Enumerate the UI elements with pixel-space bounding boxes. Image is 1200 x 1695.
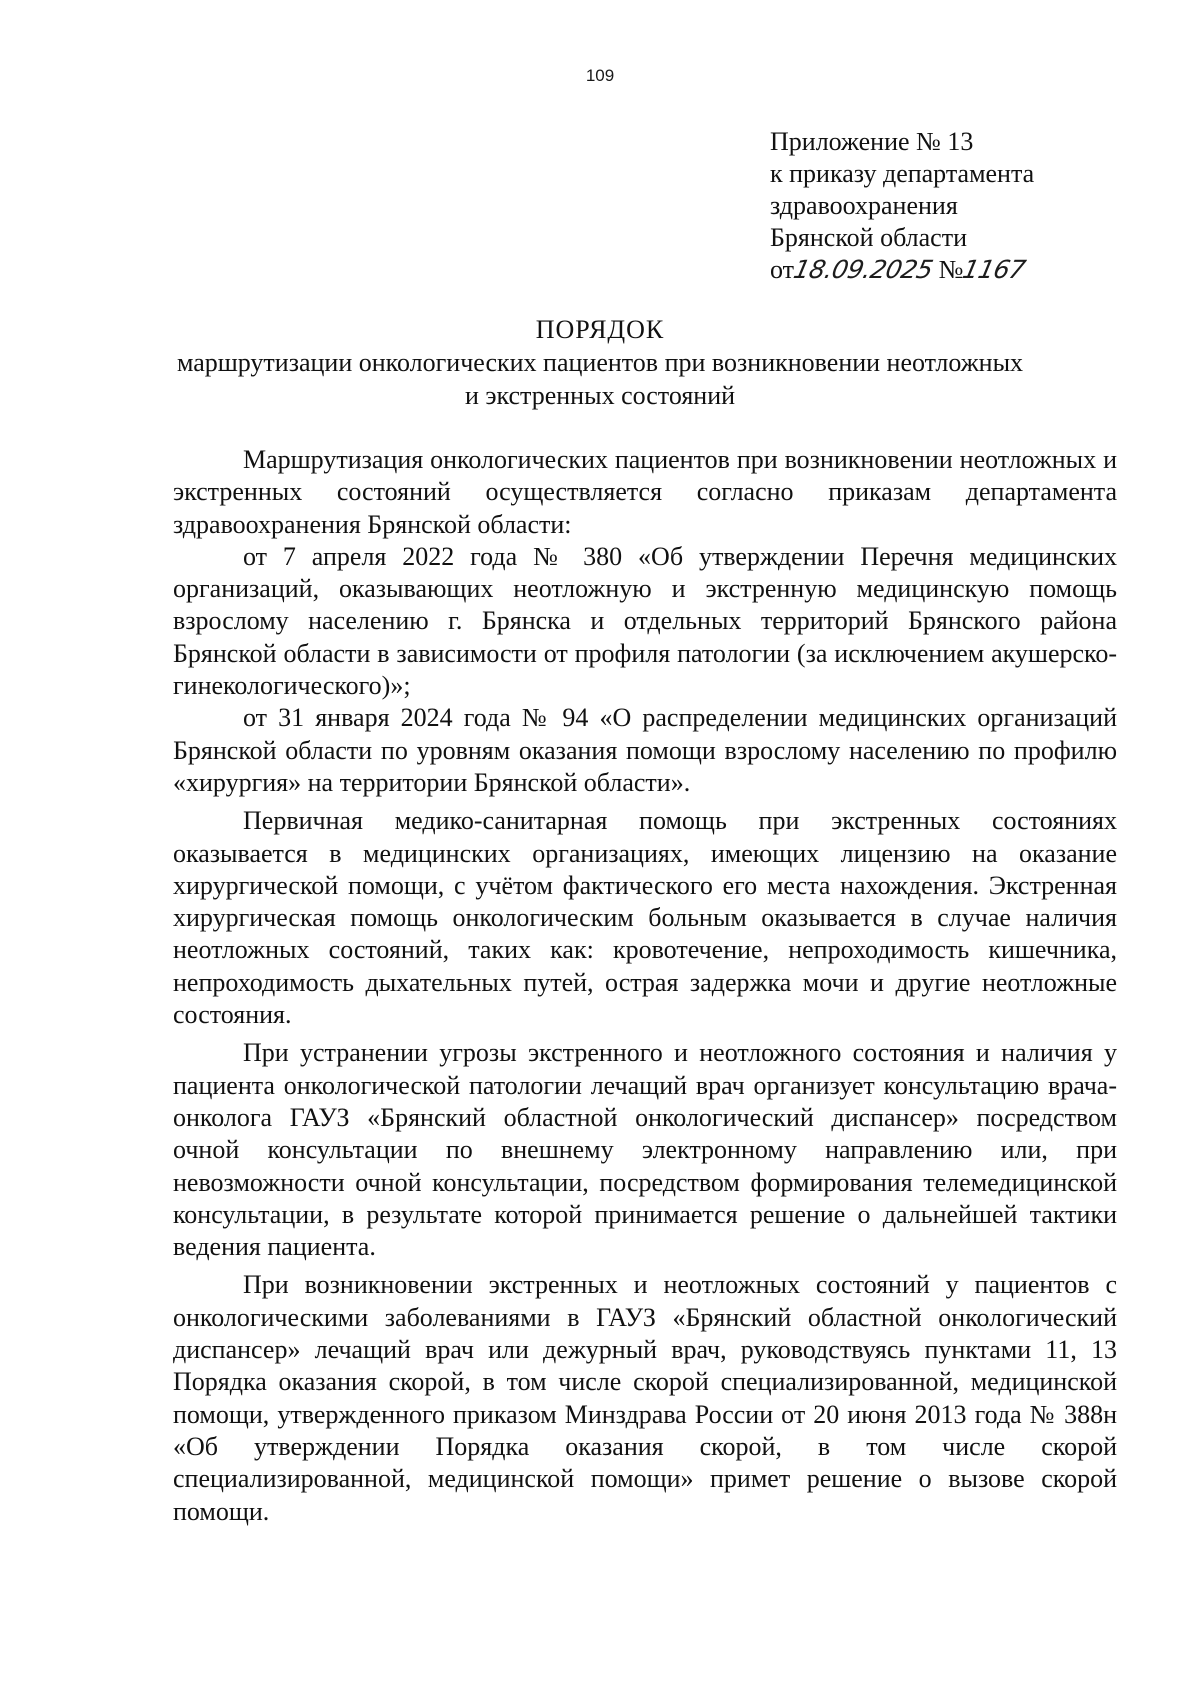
document-subtitle-line-1: маршрутизации онкологических пациентов при возникновении неотложных bbox=[176, 348, 1024, 377]
handwritten-date: 18.09.2025 bbox=[791, 255, 936, 284]
document-title: ПОРЯДОК bbox=[535, 315, 665, 344]
appendix-department: здравоохранения bbox=[770, 191, 958, 220]
handwritten-number: 1167 bbox=[960, 255, 1029, 284]
document-heading bbox=[130, 313, 1070, 412]
appendix-order-ref: к приказу департамента bbox=[770, 159, 1035, 188]
paragraph-order-380: от 7 апреля 2022 года № 380 «Об утверждении Перечня медицинских организаций, оказывающих неотложную и экстренную медицинскую помощь взрослому населению г. Брянска и отдельных территорий Брянского района Брянской области в зависимости от профиля патологии (за исключением акушерско-гинекологического)»; bbox=[173, 541, 1117, 701]
paragraph-oncologist-consultation: При устранении угрозы экстренного и неотложного состояния и наличия у пациента онкологической патологии лечащий врач организует консультацию врача-онколога ГАУЗ «Брянский областной онкологический диспансер» посредством очной консультации по внешнему электронному направлению или, при невозможности очной консультации, посредством формирования телемедицинской консультации, в результате которой принимается решение о дальнейшей тактики ведения пациента. bbox=[173, 1038, 1117, 1262]
page-number: 109 bbox=[585, 66, 615, 85]
paragraph-emergency-in-dispensary: При возникновении экстренных и неотложных состояний у пациентов с онкологическими заболеваниями в ГАУЗ «Брянский областной онкологический диспансер» лечащий врач или дежурный врач, руководствуясь пунктами 11, 13 Порядка оказания скорой, в том числе скорой специализированной, медицинской помощи, утвержденного приказом Минздрава России от 20 июня 2013 года № 388н «Об утверждении Порядка оказания скорой, в том числе скорой специализированной, медицинской помощи» примет решение о вызове скорой помощи. bbox=[173, 1270, 1117, 1526]
paragraph-intro: Маршрутизация онкологических пациентов при возникновении неотложных и экстренных состояний осуществляется согласно приказам департамента здравоохранения Брянской области: bbox=[173, 445, 1117, 539]
document-subtitle-line-2: и экстренных состояний bbox=[464, 381, 736, 410]
appendix-block bbox=[770, 126, 1170, 286]
paragraph-order-94: от 31 января 2024 года № 94 «О распределении медицинских организаций Брянской области по уровням оказания помощи взрослому населению по профилю «хирургия» на территории Брянской области». bbox=[173, 703, 1117, 797]
appendix-title: Приложение № 13 bbox=[770, 127, 974, 156]
number-prefix: № bbox=[938, 255, 964, 284]
document-body bbox=[173, 444, 1117, 1528]
paragraph-primary-care: Первичная медико-санитарная помощь при экстренных состояниях оказывается в медицинских организациях, имеющих лицензию на оказание хирургической помощи, с учётом фактического его места нахождения. Экстренная хирургическая помощь онкологическим больным оказывается в случае наличия неотложных состояний, таких как: кровотечение, непроходимость кишечника, непроходимость дыхательных путей, острая задержка мочи и другие неотложные состояния. bbox=[173, 806, 1117, 1030]
appendix-region: Брянской области bbox=[770, 223, 967, 252]
date-prefix: от bbox=[770, 255, 795, 284]
appendix-date-number bbox=[770, 254, 1170, 286]
